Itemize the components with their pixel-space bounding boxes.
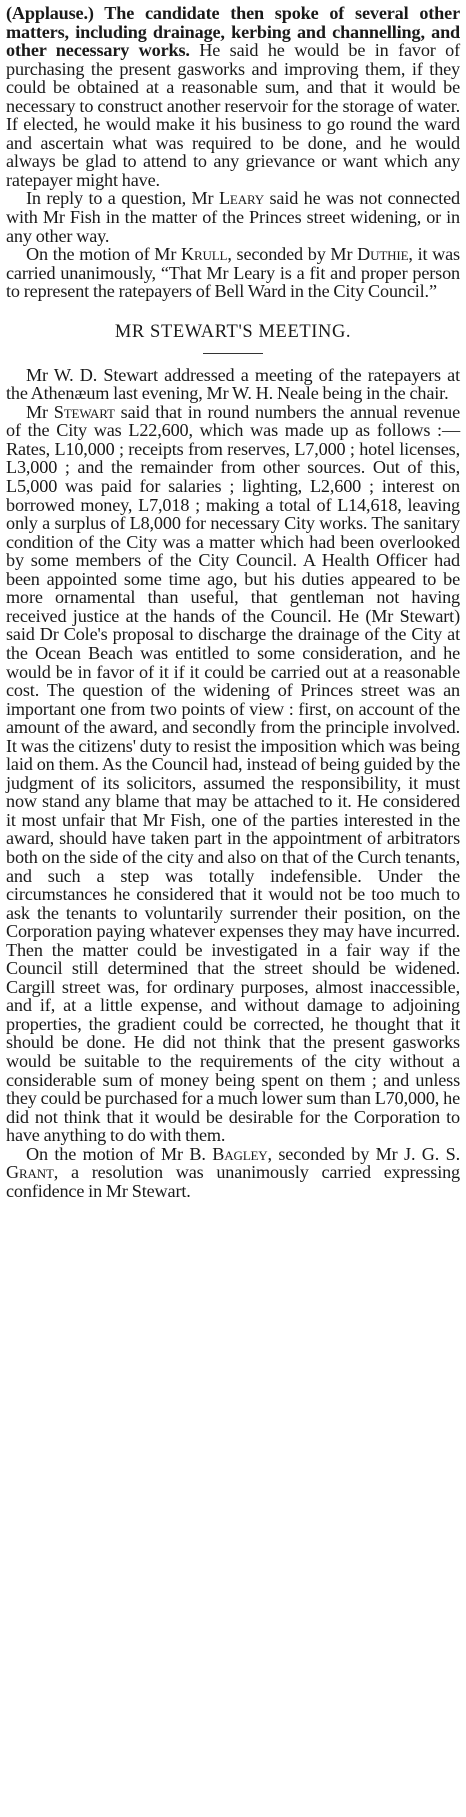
paragraph-text: In reply to a question, Mr [26, 188, 219, 209]
mover-name: Krull [181, 244, 228, 265]
paragraph-text: , seconded by Mr J. G. S. [267, 1143, 460, 1164]
paragraph-text: He said he would be in favor of purchasing the present gasworks and improving them, if they could be obtained at a reasonable sum, and that it would be necessary to construct another reservoir for the storage of water. If elected, he would make it his business to go round the ward and ascertain what was required to be done, and he would always be glad to attend to any grievance or want which any ratepayer might have. [6, 40, 460, 190]
heading-rule [203, 353, 263, 354]
paragraph-text: On the motion of Mr [26, 244, 182, 265]
article-paragraph [6, 4, 460, 189]
seconder-name: Grant [6, 1162, 54, 1183]
article-paragraph: Mr W. D. Stewart addressed a meeting of the ratepayers at the Athenæum last evening, Mr W. H. Neale being in the chair. [6, 364, 460, 404]
article-paragraph [6, 189, 460, 245]
article-paragraph [6, 403, 460, 1145]
paragraph-text: On the motion of Mr B. [26, 1143, 213, 1164]
paragraph-text: said he was not connected with Mr Fish in the matter of the Princes street widening, or in any other way. [6, 188, 460, 246]
lead-bold-text: (Applause.) The candidate then spoke of several other matters, including drainage, kerbing and channelling, and other necessary works. [6, 3, 460, 61]
paragraph-text: , a resolution was unanimously carried expressing confidence in Mr Stewart. [6, 1162, 460, 1201]
speaker-name: Leary [218, 188, 264, 209]
paragraph-text: , it was carried unanimously, “That Mr Leary is a fit and proper person to represent the ratepayers of Bell Ward in the City Council.” [6, 244, 460, 302]
article-paragraph [6, 1145, 460, 1201]
paragraph-text: Mr [26, 401, 54, 422]
speaker-name: Stewart [53, 401, 115, 422]
seconder-name: Duthie [357, 244, 409, 265]
paragraph-text: , seconded by Mr [227, 244, 358, 265]
paragraph-text: said that in round numbers the annual revenue of the City was L22,600, which was made up as follows :—Rates, L10,000 ; receipts from reserves, L7,000 ; hotel licenses, L3,000 ; and the remainder from other sources. Out of this, L5,000 was paid for salaries ; lighting, L2,600 ; interest on borrowed money, L7,018 ; making a total of L14,618, leaving only a surplus of L8,000 for necessary City works. The sanitary condition of the City was a matter which had been overlooked by some members of the City Council. A Health Officer had been appointed some time ago, but his duties appeared to be more ornamental than useful, that gentleman not having received justice at the hands of the Council. He (Mr Stewart) said Dr Cole's proposal to discharge the drainage of the City at the Ocean Beach was entitled to some consideration, and he would be in favor of it if it could be carried out at a reasonable cost. The question of the widening of Princes street was an important one from two points of view : first, on account of the amount of the award, and secondly from the principle involved. It was the citizens' duty to resist the imposition which was being laid on them. As the Council had, instead of being guided by the judgment of its solicitors, assumed the responsibility, it must now stand any blame that may be attached to it. He considered it most unfair that Mr Fish, one of the parties interested in the award, should have taken part in the appointment of arbitrators both on the side of the city and also on that of the Curch tenants, and such a step was totally indefensible. Under the circumstances he considered that it would not be too much to ask the tenants to voluntarily surrender their position, on the Corporation paying whatever expenses they may have incurred. Then the matter could be investigated in a fair way if the Council still determined that the street should be widened. Cargill street was, for ordinary purposes, almost inaccessible, and if, at a little expense, and without damage to adjoining properties, the gradient could be corrected, he thought that it should be done. He did not think that the present gasworks would be suitable to the requirements of the city without a considerable sum of money being spent on them ; and unless they could be purchased for a much lower sum than L70,000, he did not think that it would be desirable for the Corporation to have anything to do with them. [6, 401, 461, 1146]
mover-name: Bagley [212, 1143, 268, 1164]
section-heading: MR STEWART'S MEETING. [114, 321, 352, 342]
article-paragraph [6, 245, 460, 301]
